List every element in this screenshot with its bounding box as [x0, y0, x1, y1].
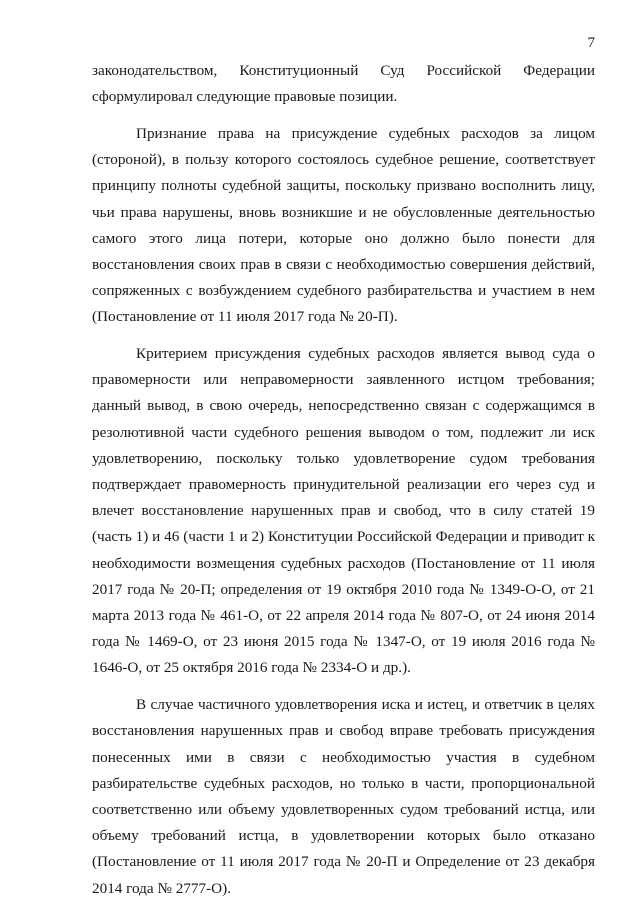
paragraph-award-criterion: Критерием присуждения судебных расходов является вывод суда о правомерности или неправомерности заявленного истцом требования; данный вывод, в свою очередь, непосредственно связан с содержащимся в резолютивной части судебного решения выводом о том, подлежит ли иск удовлетворению, поскольку только удовлетворение судом требования подтверждает правомерность принудительной реализации его через суд и влечет восстановление нарушенных прав и свобод, что в силу статей 19 (часть 1) и 46 (части 1 и 2) Конституции Российской Федерации и приводит к необходимости возмещения судебных расходов (Постановление от 11 июля 2017 года № 20-П; определения от 19 октября 2010 года № 1349-О-О, от 21 марта 2013 года № 461-О, от 22 апреля 2014 года № 807-О, от 24 июня 2014 года № 1469-О, от 23 июня 2015 года № 1347-О, от 19 июля 2016 года № 1646-О, от 25 октября 2016 года № 2334-О и др.). [92, 345, 595, 677]
paragraph-partial-satisfaction: В случае частичного удовлетворения иска и истец, и ответчик в целях восстановления нарушенных прав и свобод вправе требовать присуждения понесенных ими в связи с необходимостью участия в судебном разбирательстве судебных расходов, но только в части, пропорциональной соответственно или объему удовлетворенных судом требований истца, или объему требований истца, в удовлетворении которых было отказано (Постановление от 11 июля 2017 года № 20-П и Определение от 23 декабря 2014 года № 2777-О). [92, 696, 595, 897]
paragraph-continuation: законодательством, Конституционный Суд Российской Федерации сформулировал следующие правовые позиции. [92, 62, 595, 106]
document-body [92, 58, 595, 902]
page-number: 7 [587, 35, 595, 51]
paragraph-legal-costs-recognition: Признание права на присуждение судебных расходов за лицом (стороной), в пользу которого состоялось судебное решение, соответствует принципу полноты судебной защиты, поскольку призвано восполнить лицу, чьи права нарушены, вновь возникшие и не обусловленные деятельностью самого этого лица потери, которые оно должно было понести для восстановления своих прав в связи с необходимостью совершения действий, сопряженных с возбуждением судебного разбирательства и участием в нем (Постановление от 11 июля 2017 года № 20-П). [92, 124, 595, 326]
